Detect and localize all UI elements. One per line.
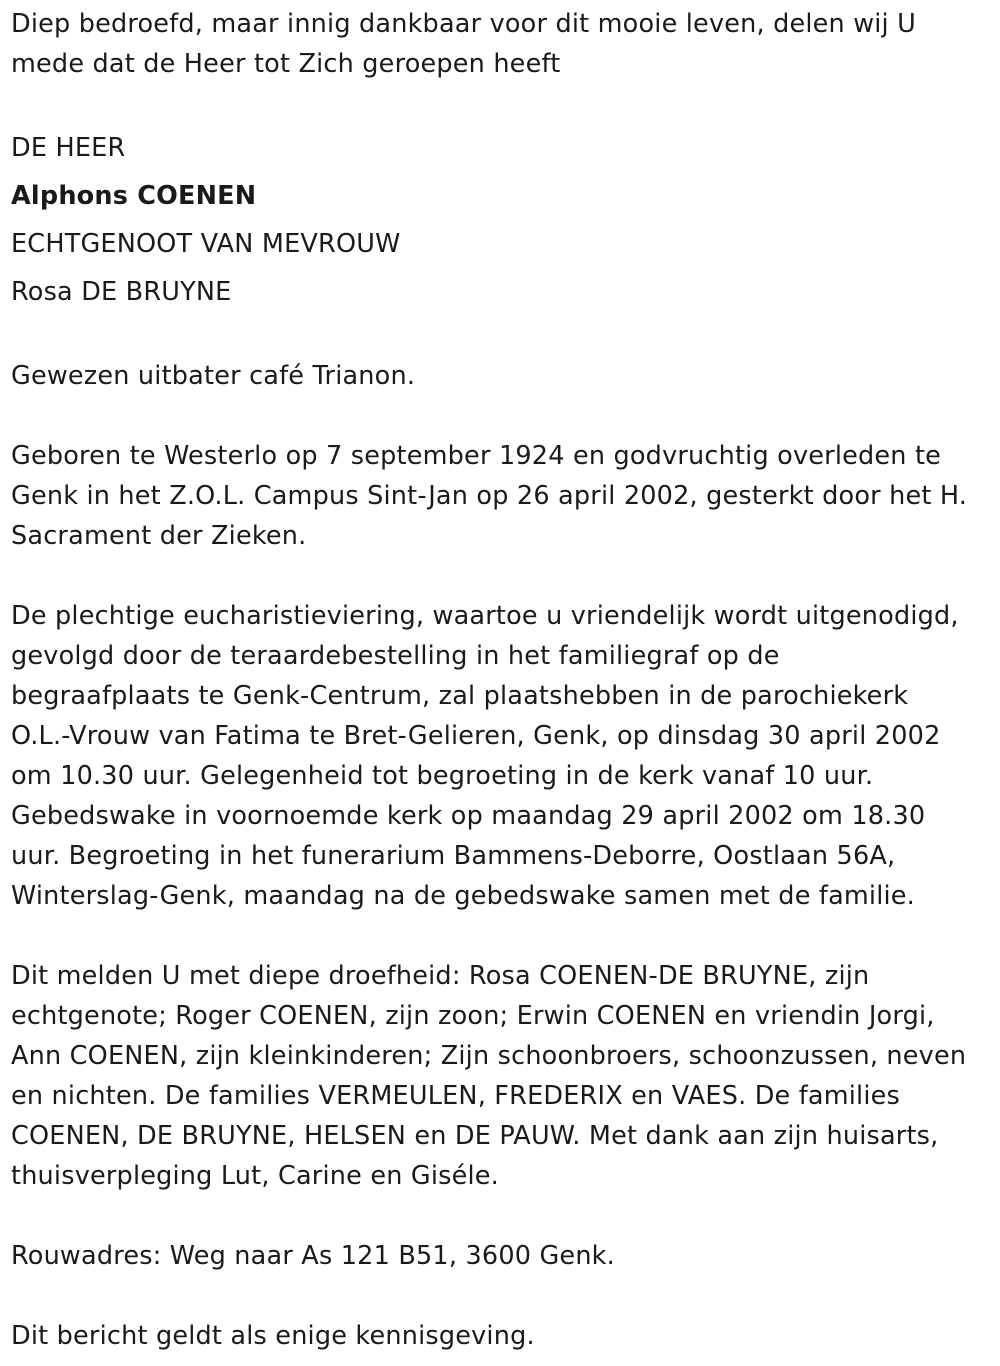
obituary-document bbox=[11, 4, 991, 1356]
address-paragraph: Rouwadres: Weg naar As 121 B51, 3600 Genk. bbox=[11, 1241, 615, 1271]
honorific: DE HEER bbox=[11, 133, 126, 163]
deceased-title-block bbox=[11, 124, 991, 316]
birth-death-paragraph: Geboren te Westerlo op 7 september 1924 en godvruchtig overleden te Genk in het Z.O.L. Campus Sint-Jan op 26 april 2002, gesterkt door het H. Sacrament der Zieken. bbox=[11, 441, 968, 551]
spouse-relation: ECHTGENOOT VAN MEVROUW bbox=[11, 229, 401, 259]
intro-paragraph: Diep bedroefd, maar innig dankbaar voor dit mooie leven, delen wij U mede dat de Heer tot Zich geroepen heeft bbox=[11, 9, 917, 79]
spacer bbox=[11, 916, 991, 956]
spacer bbox=[11, 1196, 991, 1236]
spacer bbox=[11, 316, 991, 356]
spacer bbox=[11, 396, 991, 436]
spacer bbox=[11, 1276, 991, 1316]
ceremony-paragraph: De plechtige eucharistieviering, waartoe u vriendelijk wordt uitgenodigd, gevolgd door de teraardebestelling in het familiegraf op de begraafplaats te Genk-Centrum, zal plaatshebben in de parochiekerk O.L.-Vrouw van Fatima te Bret-Gelieren, Genk, op dinsdag 30 april 2002 om 10.30 uur. Gelegenheid tot begroeting in de kerk vanaf 10 uur. Gebedswake in voornoemde kerk op maandag 29 april 2002 om 18.30 uur. Begroeting in het funerarium Bammens-Deborre, Oostlaan 56A, Winterslag-Genk, maandag na de gebedswake samen met de familie. bbox=[11, 601, 959, 911]
occupation-paragraph: Gewezen uitbater café Trianon. bbox=[11, 361, 416, 391]
spacer bbox=[11, 84, 991, 124]
closing-paragraph: Dit bericht geldt als enige kennisgeving. bbox=[11, 1321, 535, 1351]
spacer bbox=[11, 556, 991, 596]
family-paragraph: Dit melden U met diepe droefheid: Rosa COENEN-DE BRUYNE, zijn echtgenote; Roger COENEN, zijn zoon; Erwin COENEN en vriendin Jorgi, Ann COENEN, zijn kleinkinderen; Zijn schoonbroers, schoonzussen, neven en nichten. De families VERMEULEN, FREDERIX en VAES. De families COENEN, DE BRUYNE, HELSEN en DE PAUW. Met dank aan zijn huisarts, thuisverpleging Lut, Carine en Giséle. bbox=[11, 961, 967, 1191]
spouse-name: Rosa DE BRUYNE bbox=[11, 277, 232, 307]
deceased-name: Alphons COENEN bbox=[11, 181, 257, 211]
